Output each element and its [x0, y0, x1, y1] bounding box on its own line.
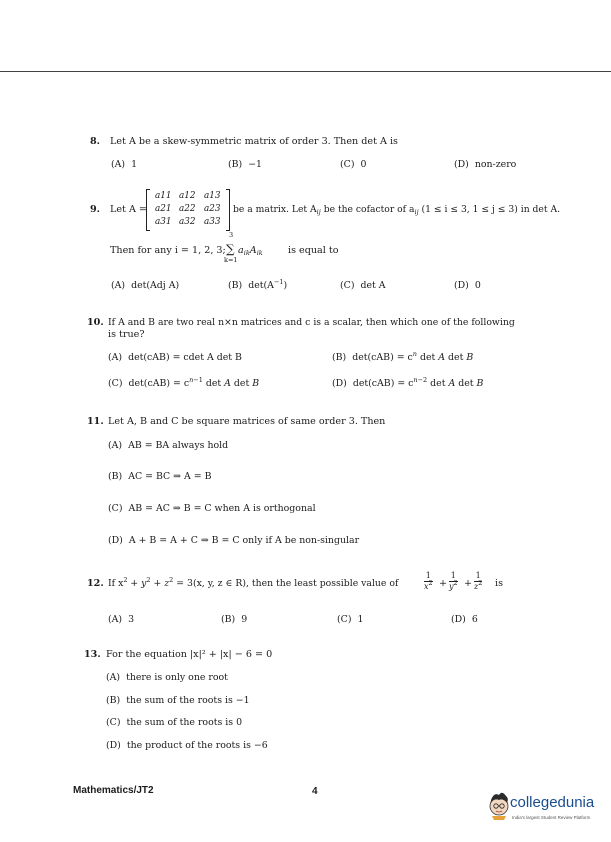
- q12-option-c: (C) 1: [337, 614, 364, 625]
- q9-option-c: (C) det A: [340, 280, 386, 291]
- q10-option-b: (B) $\det(cAB) = c^n$ det A det B: [332, 350, 474, 363]
- q9-equal-text: is equal to: [288, 245, 339, 256]
- header-rule: [0, 71, 611, 72]
- q12-fraction: $\frac{1}{y^2}$: [449, 571, 458, 591]
- matrix-right-bracket: [226, 189, 230, 231]
- matrix-cell: a13: [204, 191, 221, 201]
- q12-fraction: $\frac{1}{z^2}$: [474, 571, 483, 591]
- q11-option-b: (B) AC = BC ⇒ A = B: [108, 471, 212, 482]
- q8-number: 8.: [90, 136, 101, 147]
- q12-suffix: is: [495, 578, 503, 589]
- q9-then: Then for any i = 1, 2, 3;: [110, 245, 226, 256]
- q12-option-d: (D) 6: [451, 614, 478, 625]
- q10-line1: If A and B are two real n×n matrices and c is a scalar, then which one of the following: [108, 317, 515, 328]
- q8-option-d: (D) non-zero: [454, 159, 517, 170]
- q13-number: 13.: [84, 649, 101, 660]
- page-number: 4: [312, 786, 318, 797]
- q10-option-a: (A) det(cAB) = cdet A det B: [108, 352, 242, 363]
- q8-option-a: (A) 1: [111, 159, 138, 170]
- q9-sum-top: 3: [229, 231, 234, 239]
- q8-option-c: (C) 0: [340, 159, 367, 170]
- q9-summand: $a_{ik}A_{ik}$: [238, 245, 263, 257]
- matrix-cell: a11: [155, 191, 172, 201]
- q12-plus: +: [439, 578, 448, 589]
- q11-option-c: (C) AB = AC ⇒ B = C when A is orthogonal: [108, 503, 316, 514]
- q9-sigma-icon: ∑: [226, 242, 235, 256]
- q11-text: Let A, B and C be square matrices of same order 3. Then: [108, 416, 386, 427]
- q9-option-a: (A) det(Adj A): [111, 280, 180, 291]
- matrix-cell: a22: [179, 204, 196, 214]
- q8-option-b: (B) −1: [228, 159, 263, 170]
- q11-option-d: (D) A + B = A + C ⇒ B = C only if A be non-singular: [108, 535, 360, 546]
- q9-lead: Let A =: [110, 204, 147, 215]
- q9-statement: be a matrix. Let $A_{ij}$ be the cofactor of $a_{ij}$ (1 ≤ i ≤ 3, 1 ≤ j ≤ 3) in det A.: [233, 204, 561, 216]
- q9-sum-bottom: k=1: [224, 256, 238, 264]
- footer-subject: Mathematics/JT2: [73, 785, 154, 796]
- q8-text: Let A be a skew-symmetric matrix of order 3. Then det A is: [110, 136, 398, 147]
- q11-option-a: (A) AB = BA always hold: [108, 440, 229, 451]
- q9-number: 9.: [90, 204, 101, 215]
- q12-fraction: $\frac{1}{x^2}$: [424, 571, 433, 591]
- q9-matrix: [146, 189, 230, 229]
- q10-option-d: (D) $\det(cAB) = c^{n-2}$ det A det B: [332, 376, 484, 389]
- q13-option-d: (D) the product of the roots is −6: [106, 740, 268, 751]
- matrix-left-bracket: [146, 189, 150, 231]
- brand-tagline: India's largest Student Review Platform: [512, 815, 591, 820]
- q12-number: 12.: [87, 578, 104, 589]
- q13-text: For the equation |x|² + |x| − 6 = 0: [106, 649, 273, 660]
- q13-option-c: (C) the sum of the roots is 0: [106, 717, 243, 728]
- q12-plus: +: [464, 578, 473, 589]
- q9-option-d: (D) 0: [454, 280, 481, 291]
- q11-number: 11.: [87, 416, 104, 427]
- q9-option-b: (B) $\det(A^{-1})$: [228, 278, 288, 291]
- q12-option-b: (B) 9: [221, 614, 248, 625]
- matrix-cell: a33: [204, 217, 221, 227]
- q12-text: If $x^2 + y^2 + z^2 = 3(x$, y, z ∈ R), then the least possible value of: [108, 576, 399, 589]
- matrix-cell: a23: [204, 204, 221, 214]
- matrix-cell: a32: [179, 217, 196, 227]
- q10-number: 10.: [87, 317, 104, 328]
- matrix-cell: a12: [179, 191, 196, 201]
- q12-option-a: (A) 3: [108, 614, 135, 625]
- matrix-cell: a21: [155, 204, 172, 214]
- q10-option-c: (C) $\det(cAB) = c^{n-1}$ det A det B: [108, 376, 260, 389]
- q13-option-a: (A) there is only one root: [106, 672, 228, 683]
- q10-line2: is true?: [108, 329, 145, 340]
- matrix-cell: a31: [155, 217, 172, 227]
- brand-name: collegedunia: [510, 794, 595, 811]
- q13-option-b: (B) the sum of the roots is −1: [106, 695, 250, 706]
